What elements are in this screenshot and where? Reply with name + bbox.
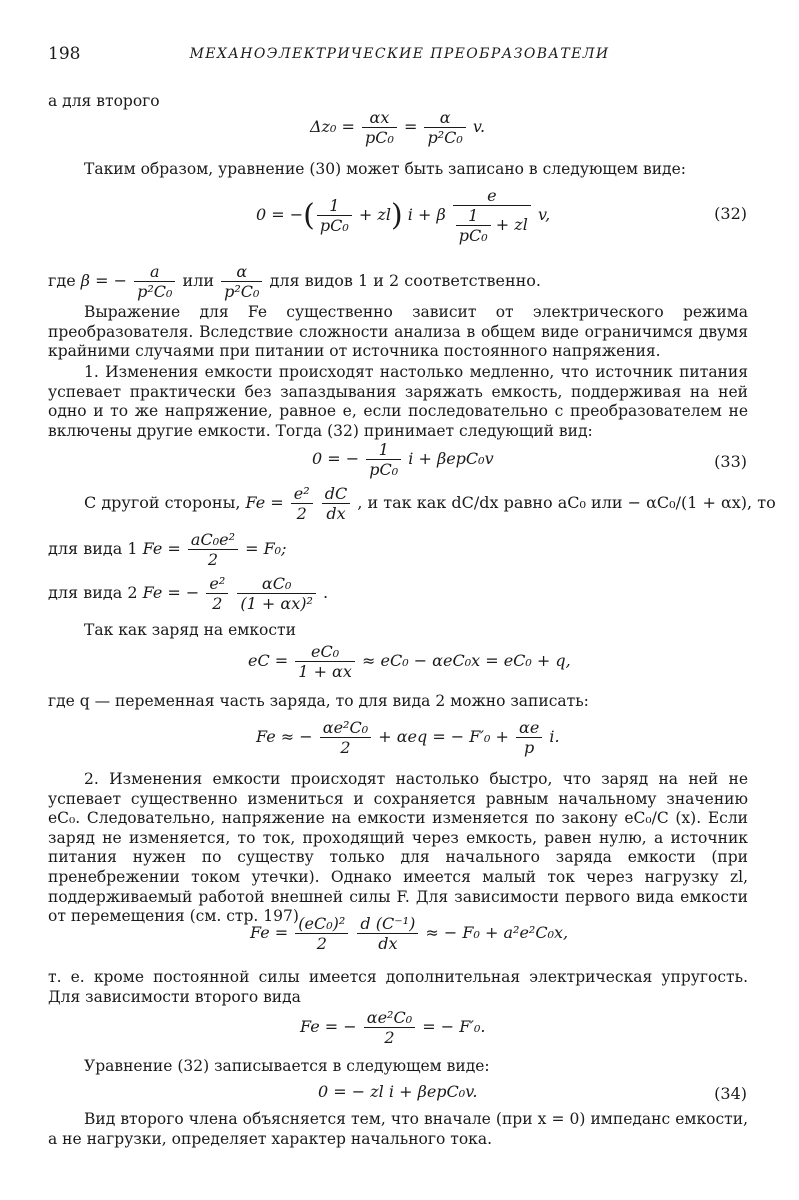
text-charge: Так как заряд на емкости — [84, 621, 296, 639]
equation-fe-fast-kind-2: Fe = − $\frac{\text{αe²C₀}}{2}$ = − F′₀. — [300, 1008, 486, 1047]
paragraph-case-2: 2. Изменения емкости происходят настолько быстро, что заряд на ней не успевает существенно измениться и сохраняется равным начальному значению eC₀. Следовательно, напряжение на емкости изменяется по закону eC₀/C (x). Если заряд не изменяется, то ток, проходящий через емкость, равен нулю, а источник питания нужен по существу только для начального заряда емкости (при пренебрежении током утечки). Однако имеется малый ток через нагрузку zl, поддерживаемый работой внешней силы F. Для зависимости первого вида емкости от перемещения (см. стр. 197) — [48, 770, 748, 926]
paragraph-elasticity: т. е. кроме постоянной силы имеется дополнительная электрическая упругость. Для зависимости второго вида — [48, 968, 748, 1006]
kind-2-force: для вида 2 Fe = − $\frac{\text{e²}}{2}$ $\frac{\text{αC₀}}{\text{(1 + αx)²}}$ . — [48, 574, 329, 613]
beta-definition: где β = − $\frac{a}{\text{p²C₀}}$ или $\frac{\alpha}{\text{p²C₀}}$ для видов 1 и 2 соответственно. — [48, 262, 541, 301]
text-thus: Таким образом, уравнение (30) может быть записано в следующем виде: — [84, 160, 686, 178]
equation-34: 0 = − zl i + βepC₀v. — [318, 1082, 478, 1101]
text-second: а для второго — [48, 92, 160, 110]
equation-dz0: Δz₀ = $\frac{\alpha x}{\text{pC₀}}$ = $\frac{\alpha}{\text{p²C₀}}$ v. — [310, 108, 486, 147]
paragraph-case-1: 1. Изменения емкости происходят настолько медленно, что источник питания успевает практически без запаздывания заряжать емкость, поддерживая на ней одно и то же напряжение, равное e, если последовательно с преобразователем не включены другие емкости. Тогда (32) принимает следующий вид: — [48, 363, 748, 440]
fe-derivative-line: С другой стороны, Fe = $\frac{\text{e²}}{2}$ $\frac{dC}{dx}$ , и так как dC/dx равно aC₀ или − αC₀/(1 + αx), то — [84, 484, 776, 523]
equation-number-33: (33) — [714, 452, 747, 471]
equation-fe-approx: Fe ≈ − $\frac{\text{αe²C₀}}{2}$ + αeq = − F′₀ + $\frac{\alpha e}{p}$ i. — [256, 718, 560, 757]
paragraph-conclusion: Вид второго члена объясняется тем, что вначале (при x = 0) импеданс емкости, а не нагрузки, определяет характер начального тока. — [48, 1110, 748, 1148]
running-title: МЕХАНОЭЛЕКТРИЧЕСКИЕ ПРЕОБРАЗОВАТЕЛИ — [189, 46, 610, 62]
equation-33: 0 = − $\frac{1}{\text{pC₀}}$ i + βepC₀v — [312, 440, 494, 479]
text-where-q: где q — переменная часть заряда, то для вида 2 можно записать: — [48, 692, 589, 710]
equation-number-34: (34) — [714, 1084, 747, 1103]
text-eq32-written: Уравнение (32) записывается в следующем виде: — [84, 1057, 490, 1075]
page-number: 198 — [48, 44, 81, 64]
equation-fe-fast-kind-1: Fe = $\frac{\text{(eC₀)²}}{2}$ $\frac{\text{d (C⁻¹)}}{dx}$ ≈ − F₀ + a²e²C₀x, — [250, 914, 569, 953]
paragraph-expression: Выражение для Fe существенно зависит от электрического режима преобразователя. Вследствие сложности анализа в общем виде ограничимся двумя крайними случаями при питании от источника постоянного напряжения. — [48, 303, 748, 361]
page-header — [48, 44, 751, 68]
equation-32: 0 = −( $\frac{1}{\text{pC₀}}$ + zl) i + β e $\frac{1}{\text{pC₀}}$ + zl v, — [256, 186, 551, 245]
equation-number-32: (32) — [714, 204, 747, 223]
equation-charge: eC = $\frac{\text{eC₀}}{1 + \alpha x}$ ≈ eC₀ − αeC₀x = eC₀ + q, — [248, 642, 571, 681]
kind-1-force: для вида 1 Fe = $\frac{\text{aC₀e²}}{2}$ = F₀; — [48, 530, 287, 569]
